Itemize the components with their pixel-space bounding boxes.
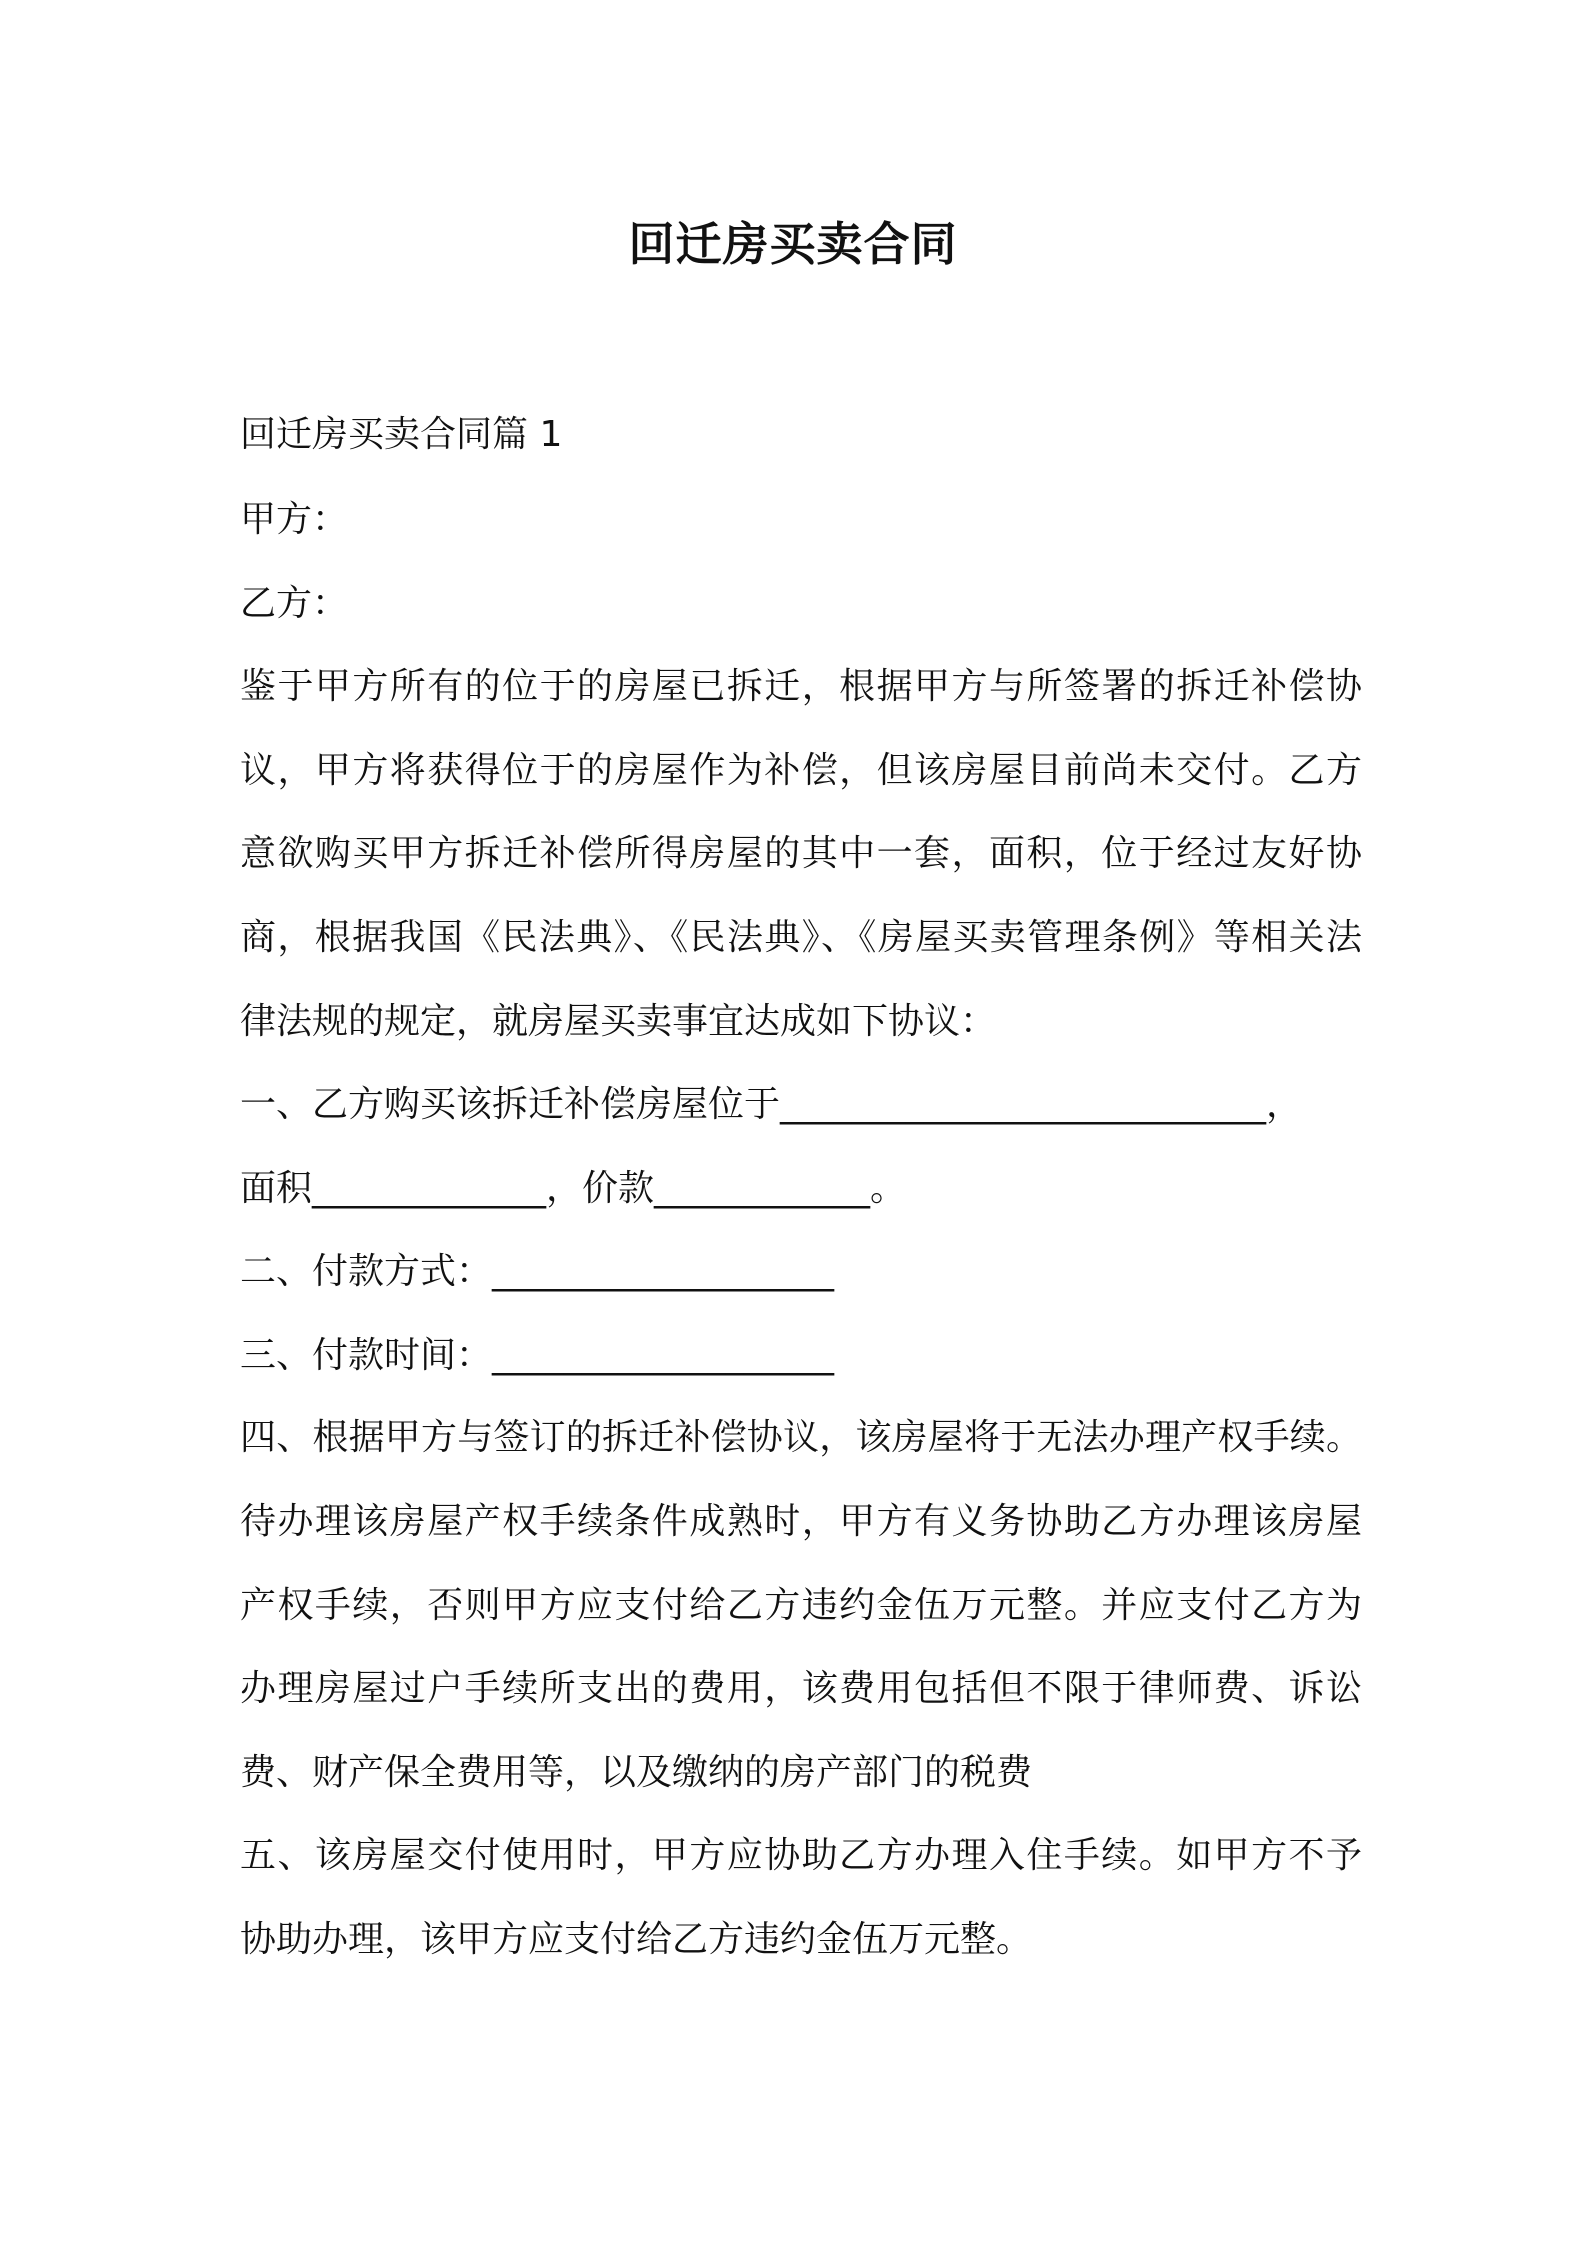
clause-five-line: 五、该房屋交付使用时，甲方应协助乙方办理入住手续。如甲方不予 — [240, 1835, 1362, 1876]
clause-one-area-price: 面积_____________，价款____________。 — [240, 1168, 907, 1209]
paragraph-line: 律法规的规定，就房屋买卖事宜达成如下协议： — [240, 1001, 997, 1042]
clause-one-location: 一、乙方购买该拆迁补偿房屋位于___________________________， — [240, 1084, 1303, 1125]
section-heading: 回迁房买卖合同篇 1 — [240, 414, 563, 455]
clause-five-line: 协助办理，该甲方应支付给乙方违约金伍万元整。 — [240, 1919, 1033, 1960]
party-a-label: 甲方： — [240, 499, 349, 540]
document-title: 回迁房买卖合同 — [628, 217, 958, 271]
clause-four-line: 费、财产保全费用等，以及缴纳的房产部门的税费 — [240, 1752, 1033, 1793]
clause-four-line: 产权手续，否则甲方应支付给乙方违约金伍万元整。并应支付乙方为 — [240, 1585, 1362, 1626]
clause-three-payment-time: 三、付款时间：___________________ — [240, 1335, 835, 1376]
clause-four-line: 四、根据甲方与签订的拆迁补偿协议，该房屋将于无法办理产权手续。 — [240, 1417, 1362, 1458]
party-b-label: 乙方： — [240, 583, 349, 624]
paragraph-line: 议，甲方将获得位于的房屋作为补偿，但该房屋目前尚未交付。乙方 — [240, 750, 1362, 791]
paragraph-line: 商，根据我国《民法典》、《民法典》、《房屋买卖管理条例》等相关法 — [240, 917, 1362, 958]
paragraph-line: 意欲购买甲方拆迁补偿所得房屋的其中一套，面积，位于经过友好协 — [240, 833, 1362, 874]
paragraph-line: 鉴于甲方所有的位于的房屋已拆迁，根据甲方与所签署的拆迁补偿协 — [240, 666, 1362, 707]
clause-four-line: 办理房屋过户手续所支出的费用，该费用包括但不限于律师费、诉讼 — [240, 1668, 1362, 1709]
clause-two-payment-method: 二、付款方式：___________________ — [240, 1251, 835, 1292]
clause-four-line: 待办理该房屋产权手续条件成熟时，甲方有义务协助乙方办理该房屋 — [240, 1501, 1362, 1542]
